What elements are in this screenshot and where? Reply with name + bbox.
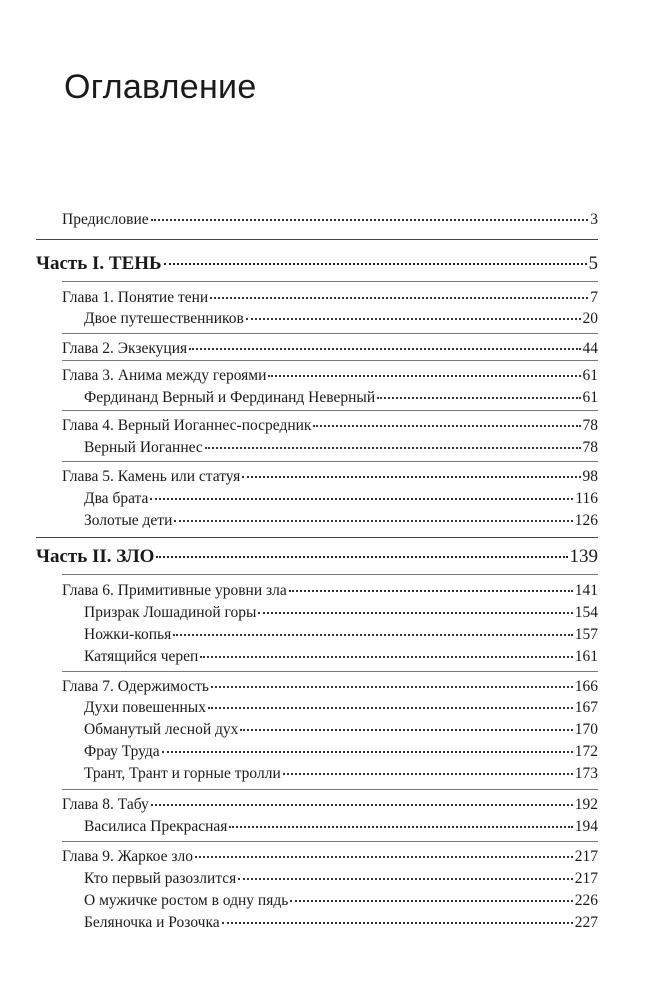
entry-page: 78 — [582, 417, 598, 434]
leader-dots — [268, 375, 580, 377]
toc-entry-subsection[interactable] — [84, 605, 598, 621]
entry-label: Беляночка и Розочка — [84, 914, 220, 931]
leader-dots — [208, 707, 573, 709]
page-title: Оглавление — [64, 68, 257, 106]
toc-entry-subsection[interactable] — [84, 744, 598, 760]
toc-entry-part-1[interactable] — [36, 254, 598, 273]
entry-page: 172 — [574, 743, 598, 760]
entry-page: 44 — [582, 340, 598, 357]
entry-page: 139 — [569, 546, 598, 567]
leader-dots — [189, 348, 580, 350]
toc-entry-subsection[interactable] — [84, 513, 598, 529]
entry-page: 154 — [574, 604, 598, 621]
entry-label: Два брата — [84, 490, 149, 507]
section-rule — [62, 333, 598, 334]
leader-dots — [210, 297, 588, 299]
toc-entry-chapter[interactable] — [62, 341, 598, 357]
entry-label: Катящийся череп — [84, 648, 199, 665]
toc-entry-part-2[interactable] — [36, 547, 598, 566]
leader-dots — [258, 612, 572, 614]
leader-dots — [211, 686, 573, 688]
entry-label: Призрак Лошадиной горы — [84, 604, 257, 621]
entry-page: 61 — [582, 367, 598, 384]
entry-page: 126 — [574, 512, 598, 529]
entry-page: 226 — [574, 892, 598, 909]
toc-entry-subsection[interactable] — [84, 649, 598, 665]
entry-label: Глава 4. Верный Иоганнес-посредник — [62, 417, 312, 434]
entry-label: Глава 7. Одержимость — [62, 678, 209, 695]
entry-page: 194 — [574, 818, 598, 835]
leader-dots — [173, 634, 573, 636]
entry-page: 170 — [574, 721, 598, 738]
leader-dots — [195, 856, 573, 858]
entry-label: Двое путешественников — [84, 310, 244, 327]
leader-dots — [205, 447, 581, 449]
entry-page: 5 — [588, 253, 598, 274]
leader-dots — [283, 773, 573, 775]
toc-entry-subsection[interactable] — [84, 700, 598, 716]
toc-entry-chapter[interactable] — [62, 368, 598, 384]
entry-page: 7 — [590, 289, 598, 306]
entry-page: 173 — [574, 765, 598, 782]
leader-dots — [164, 263, 587, 265]
entry-label: Фердинанд Верный и Фердинанд Неверный — [84, 389, 376, 406]
leader-dots — [200, 656, 572, 658]
entry-page: 217 — [574, 870, 598, 887]
leader-dots — [238, 878, 572, 880]
toc-entry-chapter[interactable] — [62, 469, 598, 485]
entry-label: Духи повешенных — [84, 699, 206, 716]
toc-entry-subsection[interactable] — [84, 390, 598, 406]
entry-label: Глава 1. Понятие тени — [62, 289, 209, 306]
entry-page: 116 — [575, 490, 598, 507]
leader-dots — [151, 219, 589, 221]
toc-entry-chapter[interactable] — [62, 290, 598, 306]
toc-entry-subsection[interactable] — [84, 893, 598, 909]
entry-label: Ножки-копья — [84, 626, 172, 643]
entry-label: Трант, Трант и горные тролли — [84, 765, 281, 782]
toc-entry-subsection[interactable] — [84, 819, 598, 835]
entry-page: 98 — [582, 468, 598, 485]
leader-dots — [240, 729, 572, 731]
entry-page: 78 — [582, 439, 598, 456]
section-rule — [36, 239, 598, 240]
toc-entry-subsection[interactable] — [84, 766, 598, 782]
entry-page: 157 — [574, 626, 598, 643]
toc-entry-subsection[interactable] — [84, 311, 598, 327]
entry-label: Глава 5. Камень или статуя — [62, 468, 241, 485]
entry-label: Глава 8. Табу — [62, 796, 149, 813]
section-rule — [62, 574, 598, 575]
toc-entry-chapter[interactable] — [62, 583, 598, 599]
toc-entry-chapter[interactable] — [62, 679, 598, 695]
leader-dots — [313, 425, 580, 427]
entry-page: 20 — [582, 310, 598, 327]
entry-page: 141 — [574, 582, 598, 599]
entry-page: 167 — [574, 699, 598, 716]
toc-entry-subsection[interactable] — [84, 871, 598, 887]
entry-label: Кто первый разозлится — [84, 870, 237, 887]
toc-entry-chapter[interactable] — [62, 849, 598, 865]
entry-label: О мужичке ростом в одну пядь — [84, 892, 289, 909]
section-rule — [62, 410, 598, 411]
leader-dots — [156, 556, 567, 558]
toc-entry-chapter[interactable] — [62, 797, 598, 813]
leader-dots — [150, 498, 573, 500]
toc-entry-subsection[interactable] — [84, 491, 598, 507]
toc-entry-subsection[interactable] — [84, 915, 598, 931]
entry-page: 192 — [574, 796, 598, 813]
entry-page: 3 — [590, 211, 598, 228]
toc-entry-chapter[interactable] — [62, 418, 598, 434]
leader-dots — [289, 590, 573, 592]
entry-label: Василиса Прекрасная — [84, 818, 228, 835]
entry-label: Глава 3. Анима между героями — [62, 367, 267, 384]
leader-dots — [290, 900, 572, 902]
entry-label: Предисловие — [62, 211, 149, 228]
entry-label: Часть II. ЗЛО — [36, 546, 155, 567]
section-rule — [62, 461, 598, 462]
entry-label: Глава 6. Примитивные уровни зла — [62, 582, 287, 599]
toc-entry-subsection[interactable] — [84, 440, 598, 456]
leader-dots — [151, 804, 573, 806]
entry-label: Верный Иоганнес — [84, 439, 203, 456]
entry-page: 227 — [574, 914, 598, 931]
entry-label: Глава 2. Экзекуция — [62, 340, 188, 357]
section-rule — [62, 671, 598, 672]
leader-dots — [377, 397, 580, 399]
section-rule — [62, 841, 598, 842]
leader-dots — [229, 826, 572, 828]
leader-dots — [246, 318, 581, 320]
entry-label: Глава 9. Жаркое зло — [62, 848, 193, 865]
entry-label: Фрау Труда — [84, 743, 160, 760]
entry-label: Часть I. ТЕНЬ — [36, 253, 162, 274]
leader-dots — [162, 751, 573, 753]
entry-page: 61 — [582, 389, 598, 406]
section-rule — [62, 281, 598, 282]
entry-label: Обманутый лесной дух — [84, 721, 239, 738]
toc-entry-preface[interactable] — [62, 212, 598, 228]
entry-label: Золотые дети — [84, 512, 173, 529]
section-rule — [36, 537, 598, 538]
section-rule — [62, 789, 598, 790]
leader-dots — [242, 476, 580, 478]
toc-entry-subsection[interactable] — [84, 627, 598, 643]
toc-entry-subsection[interactable] — [84, 722, 598, 738]
entry-page: 166 — [574, 678, 598, 695]
entry-page: 217 — [574, 848, 598, 865]
leader-dots — [174, 520, 572, 522]
leader-dots — [222, 922, 573, 924]
entry-page: 161 — [574, 648, 598, 665]
section-rule — [62, 360, 598, 361]
